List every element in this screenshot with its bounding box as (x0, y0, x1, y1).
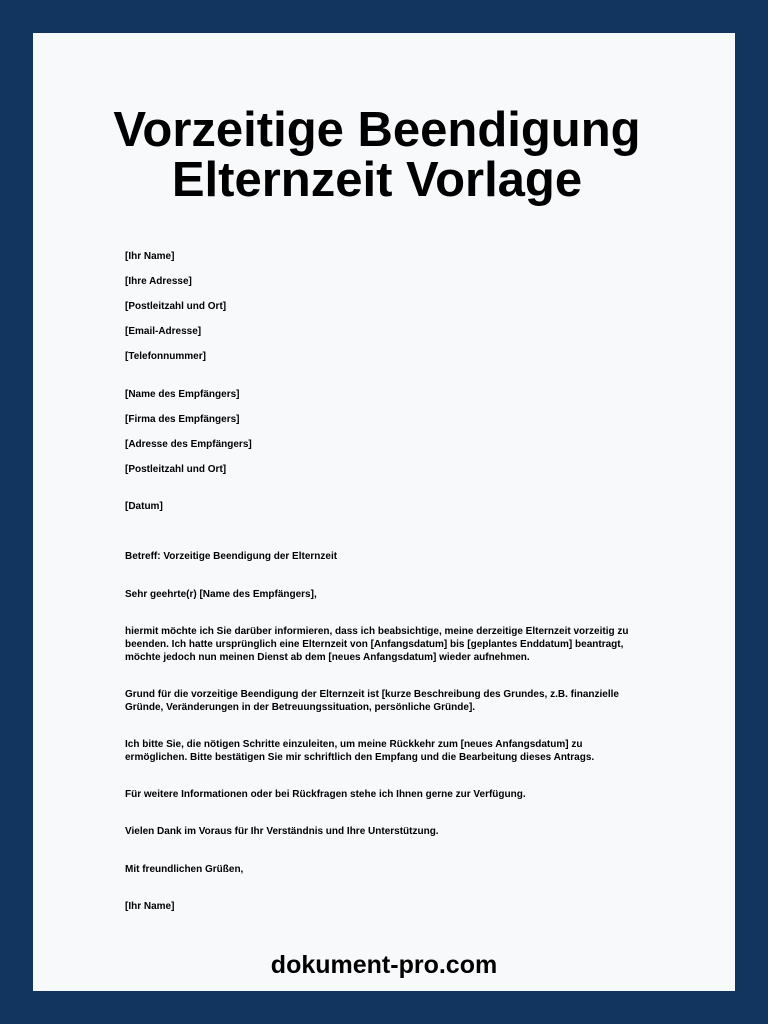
paragraph-line: ermöglichen. Bitte bestätigen Sie mir schriftlich den Empfang und die Bearbeitung dieses Antrags. (125, 752, 595, 763)
paragraph-line: möchte jedoch nun meinen Dienst ab dem [neues Anfangsdatum] wieder aufnehmen. (125, 652, 530, 663)
title-line-2: Elternzeit Vorlage (171, 153, 583, 207)
letter-salutation: Sehr geehrte(r) [Name des Empfängers], (125, 589, 317, 600)
recipient-company: [Firma des Empfängers] (125, 414, 240, 425)
paragraph-line: beenden. Ich hatte ursprünglich eine Elternzeit von [Anfangsdatum] bis [geplantes Enddatum] beantragt, (125, 639, 624, 650)
letter-signature: [Ihr Name] (125, 901, 175, 912)
paragraph-5 (125, 825, 645, 838)
paragraph-line: Für weitere Informationen oder bei Rückfragen stehe ich Ihnen gerne zur Verfügung. (125, 789, 526, 800)
paragraph-1 (125, 625, 645, 664)
subject-block (125, 550, 645, 563)
recipient-address: [Adresse des Empfängers] (125, 439, 252, 450)
signature-block (125, 900, 645, 913)
closing-block (125, 863, 645, 876)
sender-block (125, 250, 645, 363)
paragraph-line: Grund für die vorzeitige Beendigung der Elternzeit ist [kurze Beschreibung des Grundes, z.B. finanzielle (125, 689, 619, 700)
document-page (33, 33, 735, 991)
sender-phone: [Telefonnummer] (125, 351, 206, 362)
title-line-1: Vorzeitige Beendigung (113, 103, 641, 157)
sender-email: [Email-Adresse] (125, 326, 202, 337)
paragraph-2 (125, 688, 645, 714)
document-title (33, 105, 721, 205)
paragraph-4 (125, 788, 645, 801)
sender-address: [Ihre Adresse] (125, 276, 192, 287)
sender-name: [Ihr Name] (125, 251, 175, 262)
paragraph-line: Vielen Dank im Voraus für Ihr Verständnis und Ihre Unterstützung. (125, 826, 439, 837)
date-block (125, 500, 645, 513)
recipient-name: [Name des Empfängers] (125, 389, 240, 400)
footer-website: dokument-pro.com (270, 951, 498, 979)
letter-date: [Datum] (125, 501, 163, 512)
sender-postal-city: [Postleitzahl und Ort] (125, 301, 227, 312)
recipient-block (125, 388, 645, 476)
paragraph-line: Ich bitte Sie, die nötigen Schritte einzuleiten, um meine Rückkehr zum [neues Anfangsdatum] zu (125, 739, 583, 750)
letter-subject: Betreff: Vorzeitige Beendigung der Elternzeit (125, 551, 338, 562)
recipient-postal-city: [Postleitzahl und Ort] (125, 464, 227, 475)
paragraph-3 (125, 738, 645, 764)
letter-closing: Mit freundlichen Grüßen, (125, 864, 244, 875)
letter-body (125, 250, 645, 913)
salutation-block (125, 588, 645, 601)
paragraph-line: Gründe, Veränderungen in der Betreuungssituation, persönliche Gründe]. (125, 702, 476, 713)
paragraph-line: hiermit möchte ich Sie darüber informieren, dass ich beabsichtige, meine derzeitige Elternzeit vorzeitig zu (125, 626, 629, 637)
